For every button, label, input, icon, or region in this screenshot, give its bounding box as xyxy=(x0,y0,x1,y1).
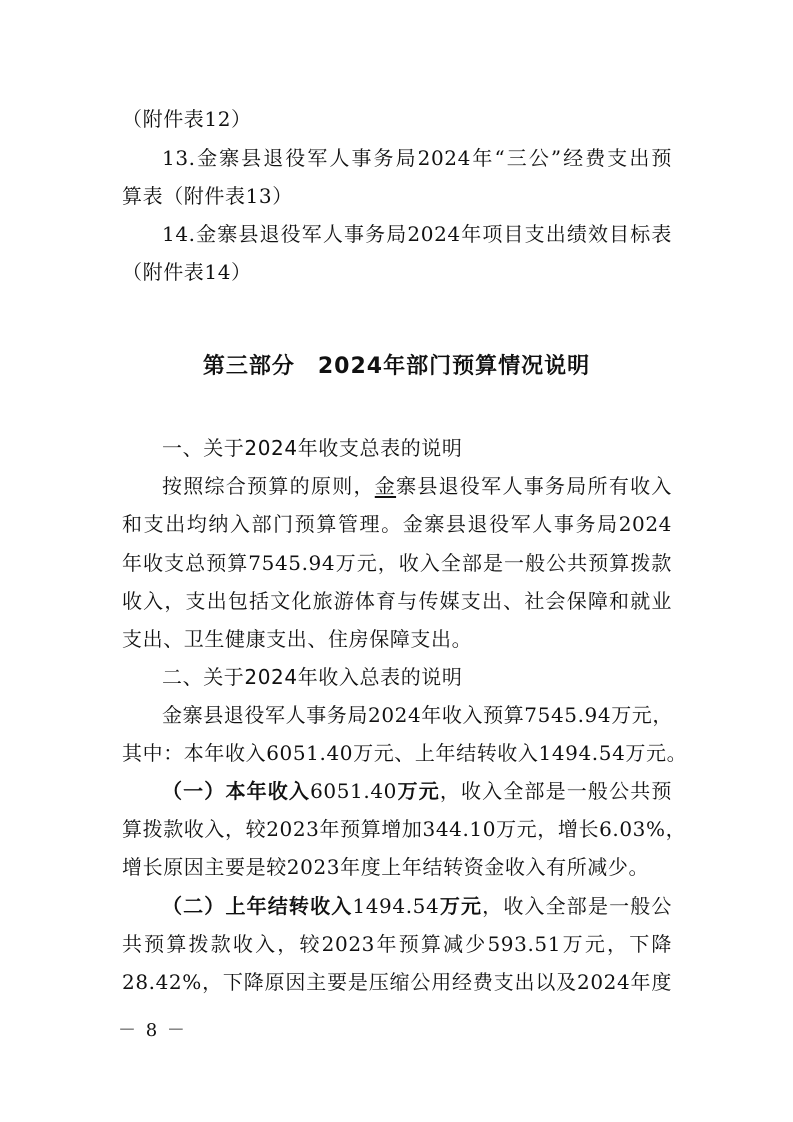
item1-line-2: 算拨款收入，较2023年预算增加344.10万元，增长6.03%， xyxy=(122,817,687,841)
item1-unit: 万元 xyxy=(396,779,440,803)
section1-para-first-b: 寨县退役军人事务局所有收入 xyxy=(396,474,672,498)
attachment-line-14a: 14.金寨县退役军人事务局2024年项目支出绩效目标表 xyxy=(162,222,672,246)
item1-amount: 6051.40 xyxy=(310,779,397,803)
item2-line-2: 共预算拨款收入，较2023年预算减少593.51万元，下降 xyxy=(122,932,672,956)
part-title: 第三部分 2024年部门预算情况说明 xyxy=(202,354,591,379)
item1-line-1 xyxy=(162,776,672,806)
item1-tail: ，收入全部是一般公共预 xyxy=(439,779,672,803)
section1-para-line-3: 年收支总预算7545.94万元，收入全部是一般公共预算拨款 xyxy=(122,551,672,575)
section2-heading: 二、关于2024年收入总表的说明 xyxy=(162,665,463,689)
underlined-char: 金 xyxy=(374,474,397,498)
attachment-line-13b: 算表（附件表13） xyxy=(122,184,293,208)
item2-tail: ，收入全部是一般公 xyxy=(482,894,673,918)
attachment-line-14b: （附件表14） xyxy=(122,260,252,284)
item2-unit: 万元 xyxy=(439,894,483,918)
item1-label: （一）本年收入 xyxy=(162,779,311,803)
section1-para-line-4: 收入，支出包括文化旅游体育与传媒支出、社会保障和就业 xyxy=(122,589,672,613)
section1-para-line-5: 支出、卫生健康支出、住房保障支出。 xyxy=(122,627,473,651)
item2-label: （二）上年结转收入 xyxy=(162,894,353,918)
item1-line-3: 增长原因主要是较2023年度上年结转资金收入有所减少。 xyxy=(122,855,650,879)
section1-para-line-1 xyxy=(162,471,672,501)
item2-amount: 1494.54 xyxy=(352,894,440,918)
section2-para-line-1: 金寨县退役军人事务局2024年收入预算7545.94万元， xyxy=(162,703,674,727)
item2-line-3: 28.42%，下降原因主要是压缩公用经费支出以及2024年度 xyxy=(122,970,672,994)
section1-para-line-2: 和支出均纳入部门预算管理。金寨县退役军人事务局2024 xyxy=(122,512,672,536)
item2-line-1 xyxy=(162,891,672,921)
attachment-line-12: （附件表12） xyxy=(122,107,252,131)
section1-heading: 一、关于2024年收支总表的说明 xyxy=(162,436,463,460)
section1-para-first-a: 按照综合预算的原则， xyxy=(162,474,375,498)
page-number: － 8 － xyxy=(118,1020,187,1041)
attachment-line-13a: 13.金寨县退役军人事务局2024年“三公”经费支出预 xyxy=(162,146,672,170)
section2-para-line-2: 其中：本年收入6051.40万元、上年结转收入1494.54万元。 xyxy=(122,741,688,765)
